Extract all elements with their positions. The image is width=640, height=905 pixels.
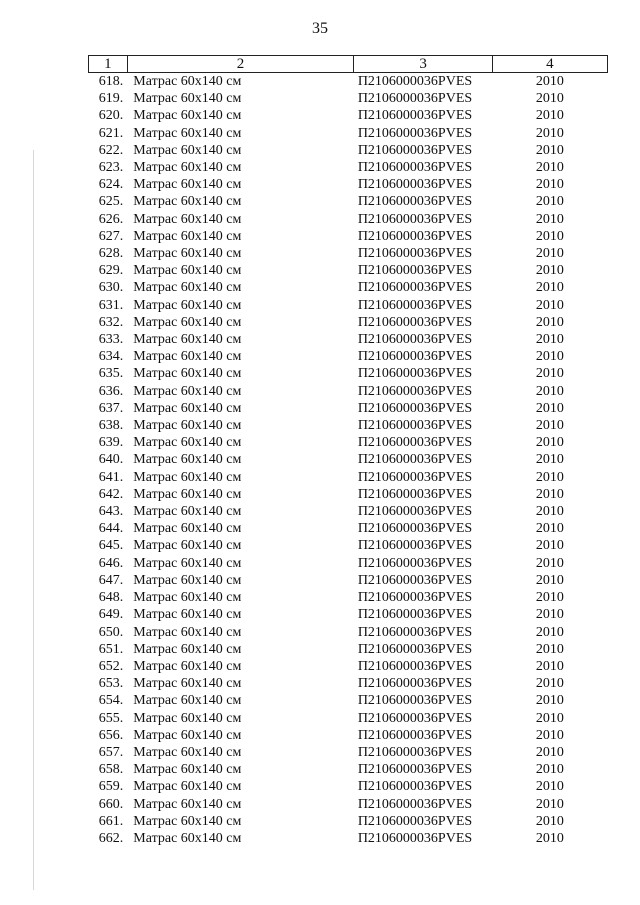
row-number: 624. xyxy=(98,177,124,193)
table-row xyxy=(89,142,608,159)
item-year: 2010 xyxy=(535,658,564,674)
row-number: 641. xyxy=(98,469,124,485)
item-code: П2106000036PVES xyxy=(357,108,473,124)
row-number: 638. xyxy=(98,418,124,434)
item-name: Матрас 60х140 см xyxy=(133,469,242,485)
item-year: 2010 xyxy=(535,297,564,313)
item-year: 2010 xyxy=(535,521,564,537)
table-row xyxy=(89,606,608,623)
item-year: 2010 xyxy=(535,710,564,726)
item-year: 2010 xyxy=(535,538,564,554)
item-code: П2106000036PVES xyxy=(357,572,473,588)
table-row xyxy=(89,176,608,193)
item-code: П2106000036PVES xyxy=(357,830,473,846)
item-code: П2106000036PVES xyxy=(357,607,473,623)
item-name: Матрас 60х140 см xyxy=(133,538,242,554)
row-number: 661. xyxy=(98,813,124,829)
row-number: 646. xyxy=(98,555,124,571)
table-row xyxy=(89,383,608,400)
table-row xyxy=(89,73,608,91)
table-row xyxy=(89,555,608,572)
table-row xyxy=(89,796,608,813)
item-name: Матрас 60х140 см xyxy=(133,177,242,193)
item-code: П2106000036PVES xyxy=(357,555,473,571)
item-name: Матрас 60х140 см xyxy=(133,74,242,89)
row-number: 648. xyxy=(98,590,124,606)
item-code: П2106000036PVES xyxy=(357,641,473,657)
item-code: П2106000036PVES xyxy=(357,418,473,434)
item-year: 2010 xyxy=(535,332,564,348)
table-row xyxy=(89,469,608,486)
item-year: 2010 xyxy=(535,486,564,502)
item-code: П2106000036PVES xyxy=(357,280,473,296)
item-name: Матрас 60х140 см xyxy=(133,452,242,468)
row-number: 656. xyxy=(98,727,124,743)
table-row xyxy=(89,727,608,744)
item-code: П2106000036PVES xyxy=(357,211,473,227)
table-body xyxy=(89,73,608,848)
item-year: 2010 xyxy=(535,194,564,210)
item-name: Матрас 60х140 см xyxy=(133,624,242,640)
item-name: Матрас 60х140 см xyxy=(133,194,242,210)
table-header xyxy=(89,56,608,73)
item-year: 2010 xyxy=(535,435,564,451)
item-year: 2010 xyxy=(535,641,564,657)
item-year: 2010 xyxy=(535,125,564,141)
item-year: 2010 xyxy=(535,590,564,606)
row-number: 635. xyxy=(98,366,124,382)
item-year: 2010 xyxy=(535,211,564,227)
table-row xyxy=(89,710,608,727)
item-code: П2106000036PVES xyxy=(357,744,473,760)
table-row xyxy=(89,125,608,142)
item-year: 2010 xyxy=(535,91,564,107)
item-code: П2106000036PVES xyxy=(357,727,473,743)
item-code: П2106000036PVES xyxy=(357,710,473,726)
item-name: Матрас 60х140 см xyxy=(133,297,242,313)
item-code: П2106000036PVES xyxy=(357,125,473,141)
row-number: 632. xyxy=(98,314,124,330)
header-col-4: 4 xyxy=(492,56,607,73)
row-number: 651. xyxy=(98,641,124,657)
item-code: П2106000036PVES xyxy=(357,297,473,313)
item-code: П2106000036PVES xyxy=(357,332,473,348)
table-row xyxy=(89,211,608,228)
item-name: Матрас 60х140 см xyxy=(133,693,242,709)
table-row xyxy=(89,314,608,331)
table-row xyxy=(89,451,608,468)
table-row xyxy=(89,572,608,589)
page-number: 35 xyxy=(312,20,328,37)
item-name: Матрас 60х140 см xyxy=(133,142,242,158)
item-year: 2010 xyxy=(535,830,564,846)
item-year: 2010 xyxy=(535,607,564,623)
row-number: 654. xyxy=(98,693,124,709)
table-row xyxy=(89,761,608,778)
item-code: П2106000036PVES xyxy=(357,177,473,193)
row-number: 662. xyxy=(98,830,124,846)
table-row xyxy=(89,658,608,675)
row-number: 658. xyxy=(98,762,124,778)
item-name: Матрас 60х140 см xyxy=(133,504,242,520)
item-code: П2106000036PVES xyxy=(357,486,473,502)
item-code: П2106000036PVES xyxy=(357,813,473,829)
table-row xyxy=(89,348,608,365)
item-name: Матрас 60х140 см xyxy=(133,160,242,176)
item-year: 2010 xyxy=(535,452,564,468)
row-number: 647. xyxy=(98,572,124,588)
item-year: 2010 xyxy=(535,624,564,640)
item-year: 2010 xyxy=(535,383,564,399)
row-number: 626. xyxy=(98,211,124,227)
row-number: 631. xyxy=(98,297,124,313)
item-year: 2010 xyxy=(535,693,564,709)
item-name: Матрас 60х140 см xyxy=(133,607,242,623)
item-name: Матрас 60х140 см xyxy=(133,383,242,399)
item-year: 2010 xyxy=(535,280,564,296)
item-year: 2010 xyxy=(535,676,564,692)
row-number: 618. xyxy=(98,74,124,89)
row-number: 652. xyxy=(98,658,124,674)
item-code: П2106000036PVES xyxy=(357,91,473,107)
table-row xyxy=(89,537,608,554)
item-name: Матрас 60х140 см xyxy=(133,332,242,348)
item-year: 2010 xyxy=(535,366,564,382)
row-number: 645. xyxy=(98,538,124,554)
item-code: П2106000036PVES xyxy=(357,435,473,451)
item-code: П2106000036PVES xyxy=(357,676,473,692)
item-name: Матрас 60х140 см xyxy=(133,246,242,262)
item-code: П2106000036PVES xyxy=(357,590,473,606)
table-row xyxy=(89,331,608,348)
row-number: 636. xyxy=(98,383,124,399)
header-col-1: 1 xyxy=(89,56,128,73)
item-year: 2010 xyxy=(535,469,564,485)
item-name: Матрас 60х140 см xyxy=(133,658,242,674)
item-code: П2106000036PVES xyxy=(357,452,473,468)
item-name: Матрас 60х140 см xyxy=(133,796,242,812)
item-name: Матрас 60х140 см xyxy=(133,744,242,760)
item-year: 2010 xyxy=(535,314,564,330)
item-name: Матрас 60х140 см xyxy=(133,830,242,846)
item-name: Матрас 60х140 см xyxy=(133,228,242,244)
row-number: 643. xyxy=(98,504,124,520)
table-row xyxy=(89,778,608,795)
row-number: 660. xyxy=(98,796,124,812)
table-row xyxy=(89,107,608,124)
item-name: Матрас 60х140 см xyxy=(133,641,242,657)
item-name: Матрас 60х140 см xyxy=(133,211,242,227)
row-number: 622. xyxy=(98,142,124,158)
item-year: 2010 xyxy=(535,555,564,571)
item-name: Матрас 60х140 см xyxy=(133,521,242,537)
table-row xyxy=(89,245,608,262)
item-code: П2106000036PVES xyxy=(357,366,473,382)
item-code: П2106000036PVES xyxy=(357,504,473,520)
header-row xyxy=(89,56,608,73)
table-row xyxy=(89,262,608,279)
table-row xyxy=(89,589,608,606)
item-name: Матрас 60х140 см xyxy=(133,263,242,279)
item-name: Матрас 60х140 см xyxy=(133,590,242,606)
item-code: П2106000036PVES xyxy=(357,349,473,365)
row-number: 653. xyxy=(98,676,124,692)
item-year: 2010 xyxy=(535,813,564,829)
row-number: 642. xyxy=(98,486,124,502)
item-code: П2106000036PVES xyxy=(357,658,473,674)
item-code: П2106000036PVES xyxy=(357,693,473,709)
table-row xyxy=(89,744,608,761)
item-name: Матрас 60х140 см xyxy=(133,762,242,778)
table-row xyxy=(89,624,608,641)
row-number: 628. xyxy=(98,246,124,262)
item-year: 2010 xyxy=(535,727,564,743)
table-row xyxy=(89,675,608,692)
item-year: 2010 xyxy=(535,504,564,520)
table-row xyxy=(89,434,608,451)
item-year: 2010 xyxy=(535,796,564,812)
item-year: 2010 xyxy=(535,418,564,434)
item-name: Матрас 60х140 см xyxy=(133,710,242,726)
inventory-table-container xyxy=(88,55,608,847)
row-number: 619. xyxy=(98,91,124,107)
item-name: Матрас 60х140 см xyxy=(133,779,242,795)
row-number: 640. xyxy=(98,452,124,468)
row-number: 620. xyxy=(98,108,124,124)
item-year: 2010 xyxy=(535,263,564,279)
row-number: 655. xyxy=(98,710,124,726)
header-col-3: 3 xyxy=(354,56,493,73)
row-number: 634. xyxy=(98,349,124,365)
row-number: 650. xyxy=(98,624,124,640)
item-year: 2010 xyxy=(535,108,564,124)
row-number: 621. xyxy=(98,125,124,141)
item-code: П2106000036PVES xyxy=(357,314,473,330)
inventory-table xyxy=(88,55,608,847)
item-code: П2106000036PVES xyxy=(357,796,473,812)
item-name: Матрас 60х140 см xyxy=(133,125,242,141)
row-number: 639. xyxy=(98,435,124,451)
item-name: Матрас 60х140 см xyxy=(133,91,242,107)
table-row xyxy=(89,830,608,847)
item-name: Матрас 60х140 см xyxy=(133,727,242,743)
table-row xyxy=(89,503,608,520)
item-code: П2106000036PVES xyxy=(357,469,473,485)
row-number: 625. xyxy=(98,194,124,210)
header-col-2: 2 xyxy=(127,56,354,73)
row-number: 623. xyxy=(98,160,124,176)
item-name: Матрас 60х140 см xyxy=(133,572,242,588)
item-code: П2106000036PVES xyxy=(357,538,473,554)
item-code: П2106000036PVES xyxy=(357,228,473,244)
item-year: 2010 xyxy=(535,762,564,778)
item-code: П2106000036PVES xyxy=(357,160,473,176)
item-year: 2010 xyxy=(535,228,564,244)
table-row xyxy=(89,228,608,245)
item-name: Матрас 60х140 см xyxy=(133,555,242,571)
scan-margin-line xyxy=(33,150,34,890)
row-number: 629. xyxy=(98,263,124,279)
row-number: 630. xyxy=(98,280,124,296)
table-row xyxy=(89,279,608,296)
item-name: Матрас 60х140 см xyxy=(133,435,242,451)
table-row xyxy=(89,400,608,417)
item-year: 2010 xyxy=(535,74,564,89)
item-code: П2106000036PVES xyxy=(357,521,473,537)
item-name: Матрас 60х140 см xyxy=(133,366,242,382)
table-row xyxy=(89,365,608,382)
table-row xyxy=(89,813,608,830)
item-year: 2010 xyxy=(535,177,564,193)
item-year: 2010 xyxy=(535,779,564,795)
item-year: 2010 xyxy=(535,400,564,416)
row-number: 644. xyxy=(98,521,124,537)
item-name: Матрас 60х140 см xyxy=(133,280,242,296)
item-code: П2106000036PVES xyxy=(357,263,473,279)
item-year: 2010 xyxy=(535,160,564,176)
item-year: 2010 xyxy=(535,142,564,158)
table-row xyxy=(89,520,608,537)
item-code: П2106000036PVES xyxy=(357,194,473,210)
item-code: П2106000036PVES xyxy=(357,624,473,640)
item-name: Матрас 60х140 см xyxy=(133,676,242,692)
table-row xyxy=(89,486,608,503)
item-code: П2106000036PVES xyxy=(357,779,473,795)
item-code: П2106000036PVES xyxy=(357,142,473,158)
table-row xyxy=(89,692,608,709)
item-name: Матрас 60х140 см xyxy=(133,400,242,416)
row-number: 657. xyxy=(98,744,124,760)
item-year: 2010 xyxy=(535,349,564,365)
item-code: П2106000036PVES xyxy=(357,246,473,262)
table-row xyxy=(89,90,608,107)
table-row xyxy=(89,297,608,314)
row-number: 637. xyxy=(98,400,124,416)
row-number: 633. xyxy=(98,332,124,348)
item-year: 2010 xyxy=(535,744,564,760)
item-year: 2010 xyxy=(535,246,564,262)
item-name: Матрас 60х140 см xyxy=(133,418,242,434)
table-row xyxy=(89,641,608,658)
item-year: 2010 xyxy=(535,572,564,588)
table-row xyxy=(89,159,608,176)
table-row xyxy=(89,193,608,210)
item-name: Матрас 60х140 см xyxy=(133,108,242,124)
item-code: П2106000036PVES xyxy=(357,400,473,416)
row-number: 649. xyxy=(98,607,124,623)
row-number: 659. xyxy=(98,779,124,795)
row-number: 627. xyxy=(98,228,124,244)
item-name: Матрас 60х140 см xyxy=(133,349,242,365)
item-name: Матрас 60х140 см xyxy=(133,486,242,502)
item-name: Матрас 60х140 см xyxy=(133,314,242,330)
item-name: Матрас 60х140 см xyxy=(133,813,242,829)
item-code: П2106000036PVES xyxy=(357,74,473,89)
item-code: П2106000036PVES xyxy=(357,762,473,778)
item-code: П2106000036PVES xyxy=(357,383,473,399)
table-row xyxy=(89,417,608,434)
